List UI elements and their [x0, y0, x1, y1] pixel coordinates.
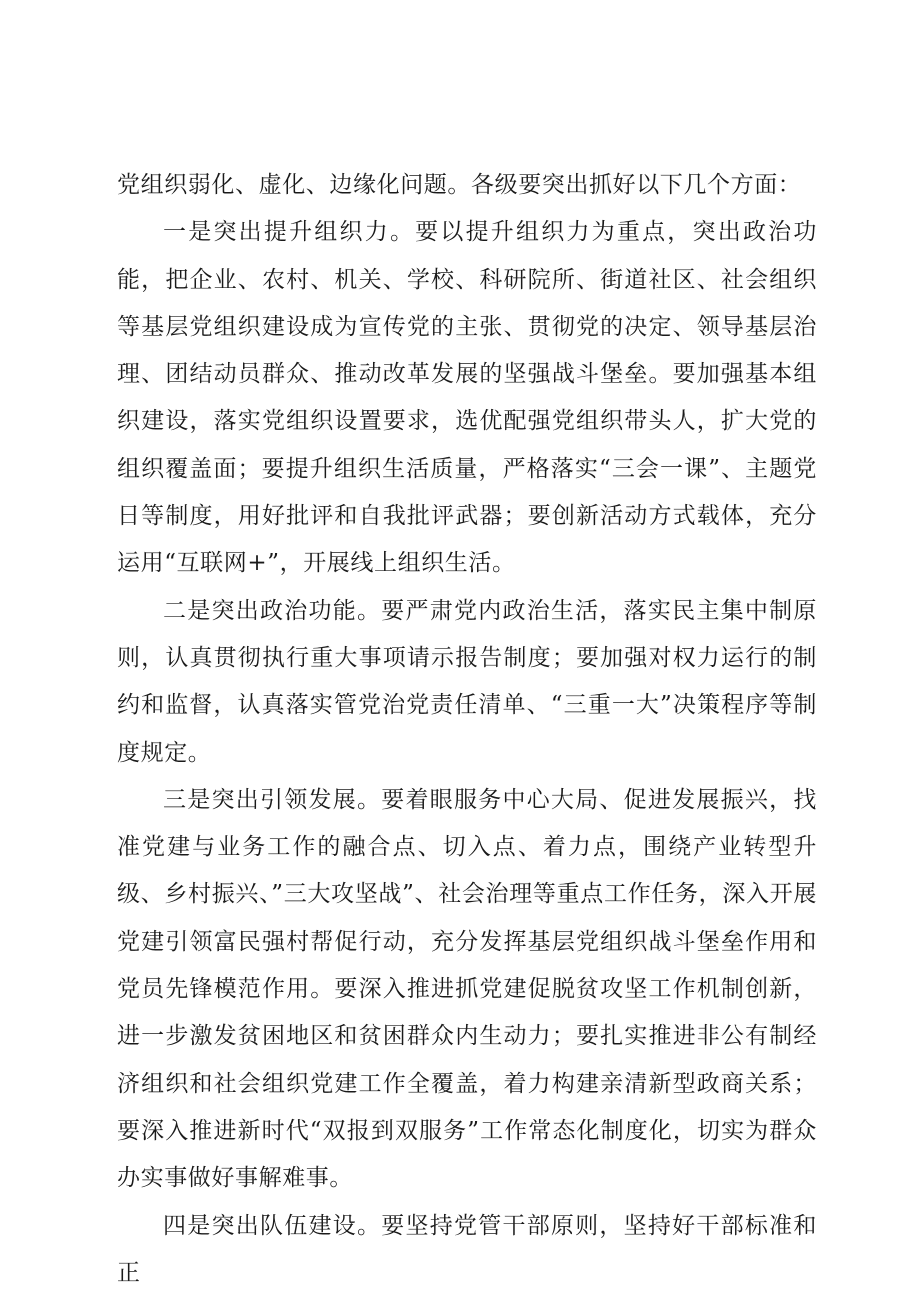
- paragraph-development: 三是突出引领发展。要着眼服务中心大局、促进发展振兴，找准党建与业务工作的融合点、切入点、着力点，围绕产业转型升级、乡村振兴、”三大攻坚战”、社会治理等重点工作任务，深入开展党建引领富民强村帮促行动，充分发挥基层党组织战斗堡垒作用和党员先锋模范作用。要深入推进抓党建促脱贫攻坚工作机制创新，进一步激发贫困地区和贫困群众内生动力；要扎实推进非公有制经济组织和社会组织党建工作全覆盖，着力构建亲清新型政商关系；要深入推进新时代“双报到双服务”工作常态化制度化，切实为群众办实事做好事解难事。: [117, 786, 817, 1192]
- paragraph-organization: 一是突出提升组织力。要以提升组织力为重点，突出政治功能，把企业、农村、机关、学校、科研院所、街道社区、社会组织等基层党组织建设成为宣传党的主张、贯彻党的决定、领导基层治理、团结动员群众、推动改革发展的坚强战斗堡垒。要加强基本组织建设，落实党组织设置要求，选优配强党组织带头人，扩大党的组织覆盖面；要提升组织生活质量，严格落实“三会一课”、主题党日等制度，用好批评和自我批评武器；要创新活动方式载体，充分运用“互联网+”，开展线上组织生活。: [117, 219, 817, 577]
- paragraph-intro: 党组织弱化、虚化、边缘化问题。各级要突出抓好以下几个方面：: [117, 172, 802, 198]
- paragraph-political-function: 二是突出政治功能。要严肃党内政治生活，落实民主集中制原则，认真贯彻执行重大事项请示报告制度；要加强对权力运行的制约和监督，认真落实管党治党责任清单、“三重一大”决策程序等制度规定。: [117, 597, 817, 766]
- paragraph-team-building: 四是突出队伍建设。要坚持党管干部原则，坚持好干部标准和正: [117, 1212, 817, 1286]
- document-body: [117, 162, 817, 1297]
